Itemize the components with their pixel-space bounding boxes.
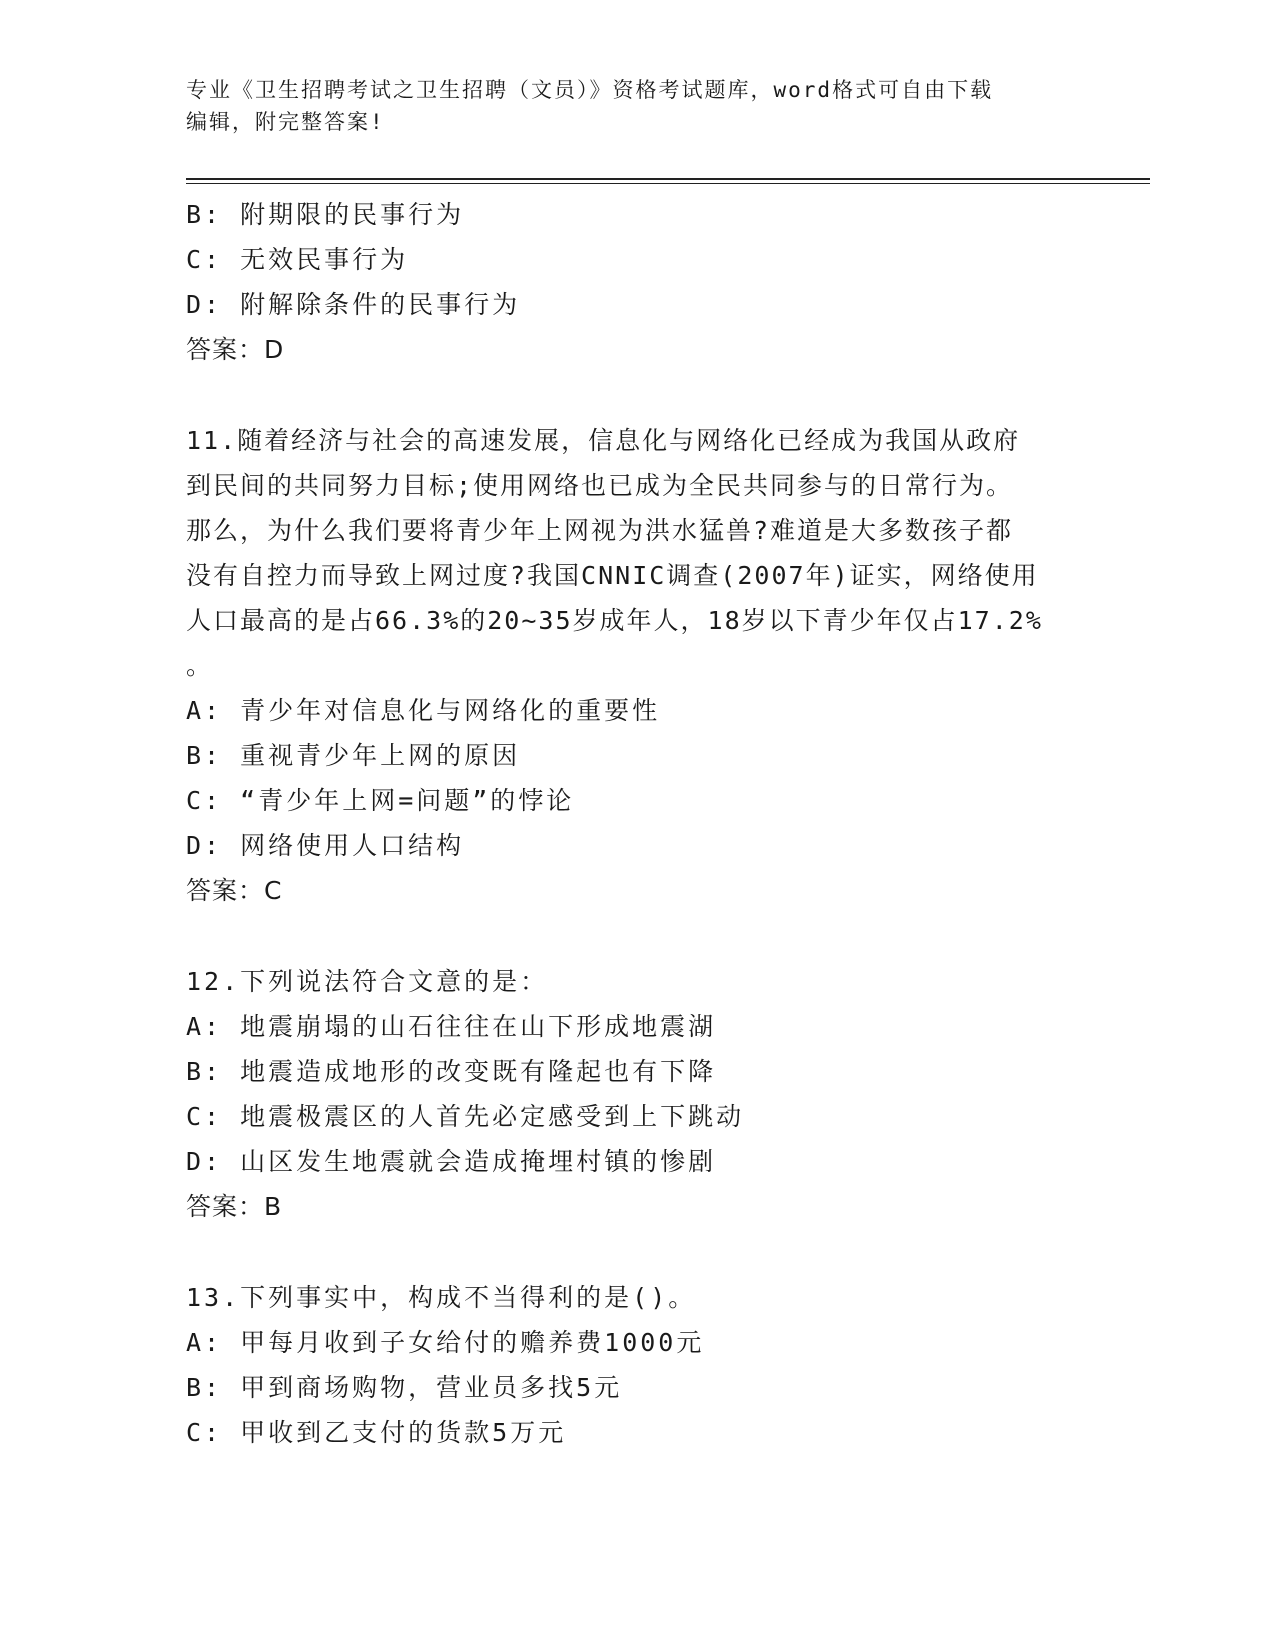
q11-stem-line: 。	[186, 651, 214, 680]
header-line-2: 编辑，附完整答案!	[186, 110, 385, 134]
q10-option-b: B: 附期限的民事行为	[186, 200, 465, 229]
q11-option-b: B: 重视青少年上网的原因	[186, 741, 521, 770]
q10-option-c: C: 无效民事行为	[186, 245, 409, 274]
spacer	[186, 1229, 1086, 1275]
q11-stem-line: 到民间的共同努力目标;使用网络也已成为全民共同参与的日常行为。	[186, 471, 1014, 500]
q13-option-c: C: 甲收到乙支付的货款5万元	[186, 1418, 567, 1447]
q11-stem	[186, 418, 1086, 688]
q12-option-b: B: 地震造成地形的改变既有隆起也有下降	[186, 1057, 717, 1086]
q11-stem-line: 11.随着经济与社会的高速发展，信息化与网络化已经成为我国从政府	[186, 426, 1021, 455]
q11-option-a: A: 青少年对信息化与网络化的重要性	[186, 696, 661, 725]
spacer	[186, 913, 1086, 959]
q11-option-d: D: 网络使用人口结构	[186, 831, 465, 860]
q10-option-d: D: 附解除条件的民事行为	[186, 290, 521, 319]
q10-answer: 答案：D	[186, 335, 285, 364]
q11-stem-line: 没有自控力而导致上网过度?我国CNNIC调查(2007年)证实，网络使用	[186, 561, 1039, 590]
q12-answer: 答案：B	[186, 1192, 283, 1221]
q12-stem: 12.下列说法符合文意的是：	[186, 967, 549, 996]
q12-option-c: C: 地震极震区的人首先必定感受到上下跳动	[186, 1102, 745, 1131]
header-divider	[186, 178, 1150, 184]
q11-stem-line: 人口最高的是占66.3%的20~35岁成年人，18岁以下青少年仅占17.2%	[186, 606, 1043, 635]
q13-option-b: B: 甲到商场购物，营业员多找5元	[186, 1373, 623, 1402]
document-header	[186, 74, 1086, 138]
question-content	[186, 192, 1086, 1455]
q13-option-a: A: 甲每月收到子女给付的赡养费1000元	[186, 1328, 705, 1357]
q11-option-c: C: “青少年上网=问题”的悖论	[186, 786, 575, 815]
q12-option-d: D: 山区发生地震就会造成掩埋村镇的惨剧	[186, 1147, 717, 1176]
q13-stem: 13.下列事实中，构成不当得利的是()。	[186, 1283, 697, 1312]
q12-option-a: A: 地震崩塌的山石往往在山下形成地震湖	[186, 1012, 717, 1041]
header-line-1: 专业《卫生招聘考试之卫生招聘（文员）》资格考试题库，word格式可自由下载	[186, 78, 994, 102]
q11-stem-line: 那么，为什么我们要将青少年上网视为洪水猛兽?难道是大多数孩子都	[186, 516, 1014, 545]
spacer	[186, 372, 1086, 418]
q11-answer: 答案：C	[186, 876, 283, 905]
